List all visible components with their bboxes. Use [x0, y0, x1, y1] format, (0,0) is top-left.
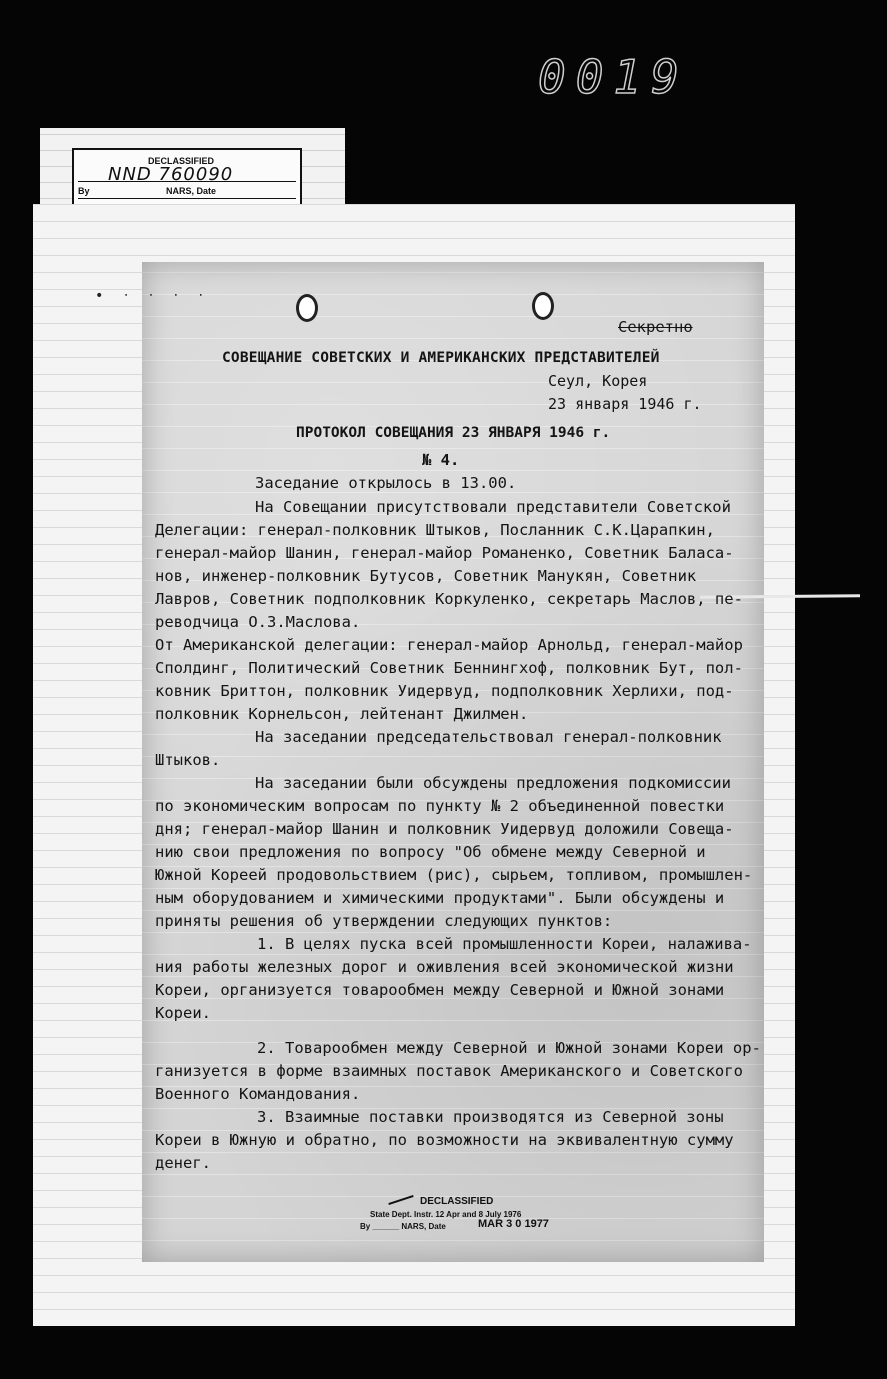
body-line: Сполдинг, Политический Советник Беннингхоф, полковник Бут, пол- — [155, 659, 743, 677]
document-heading: СОВЕЩАНИЕ СОВЕТСКИХ И АМЕРИКАНСКИХ ПРЕДСТАВИТЕЛЕЙ — [222, 350, 660, 366]
body-line: От Американской делегации: генерал-майор Арнольд, генерал-майор — [155, 636, 743, 654]
film-specks: • ‧ ‧ ‧ ‧ — [95, 288, 209, 304]
body-line: Кореи, организуется товарообмен между Северной и Южной зонами — [155, 981, 725, 999]
protocol-number: № 4. — [422, 451, 460, 469]
document-place: Сеул, Корея — [548, 372, 648, 390]
body-line: Лавров, Советник подполковник Коркуленко, секретарь Маслов, пе- — [155, 590, 743, 608]
numbered-point-3: 3. Взаимные поставки производятся из Северной зоны — [257, 1108, 724, 1126]
session-opened: Заседание открылось в 13.00. — [255, 474, 517, 492]
declassified-stamp-top — [72, 148, 302, 208]
numbered-point-1: 1. В целях пуска всей промышленности Кореи, налаживa- — [257, 935, 752, 953]
declassified-authority: State Dept. Instr. 12 Apr and 8 July 1976 — [370, 1210, 522, 1219]
nnd-authority: NND 760090 — [108, 164, 234, 185]
body-line: нов, инженер-полковник Бутусов, Советник Манукян, Советник — [155, 567, 697, 585]
numbered-point-2: 2. Товарообмен между Северной и Южной зонами Кореи ор- — [257, 1039, 761, 1057]
document-body — [155, 496, 765, 1175]
body-line: На заседании были обсуждены предложения подкомиссии — [255, 774, 731, 792]
body-line: На Совещании присутствовали представители Советской — [255, 498, 731, 516]
body-line: Кореи в Южную и обратно, по возможности на эквивалентную сумму — [155, 1131, 734, 1149]
declassified-label: DECLASSIFIED — [148, 156, 215, 166]
classification-marking: Секретно — [618, 318, 693, 336]
body-line: ния работы железных дорог и оживления всей экономической жизни — [155, 958, 734, 976]
body-line: Делегации: генерал-полковник Штыков, Посланник С.К.Царапкин, — [155, 521, 715, 539]
protocol-title: ПРОТОКОЛ СОВЕЩАНИЯ 23 ЯНВАРЯ 1946 г. — [296, 425, 611, 441]
body-line: полковник Корнельсон, лейтенант Джилмен. — [155, 705, 529, 723]
body-line: приняты решения об утверждении следующих пунктов: — [155, 912, 613, 930]
declassified-label: DECLASSIFIED — [420, 1196, 494, 1207]
body-line: ганизуется в форме взаимных поставок Американского и Советского — [155, 1062, 743, 1080]
body-line: На заседании председательствовал генерал-полковник — [255, 728, 722, 746]
document-date: 23 января 1946 г. — [548, 395, 702, 413]
body-line: Штыков. — [155, 751, 221, 769]
stamp-divider — [78, 181, 296, 182]
stamp-arrow-mark — [388, 1195, 413, 1205]
body-line: ковник Бриттон, полковник Уидервуд, подполковник Херлихи, под- — [155, 682, 734, 700]
body-line: денег. — [155, 1154, 211, 1172]
body-line: Военного Командования. — [155, 1085, 361, 1103]
stamp-by-label: By — [360, 1222, 371, 1231]
film-frame-number: 0019 — [538, 50, 689, 104]
stamp-divider — [78, 198, 296, 199]
stamp-nars-date-label: NARS, Date — [401, 1222, 446, 1231]
punch-hole-right — [532, 292, 554, 320]
punch-hole-left — [296, 294, 318, 322]
body-line: нию свои предложения по вопросу "Об обмене между Северной и — [155, 843, 706, 861]
body-line: генерал-майор Шанин, генерал-майор Романенко, Советник Баласа- — [155, 544, 734, 562]
body-line: Южной Кореей продовольствием (рис), сырьем, топливом, промышлен- — [155, 866, 753, 884]
declassified-date: MAR 3 0 1977 — [478, 1218, 549, 1230]
stamp-by-label: By — [78, 186, 90, 196]
body-line: Кореи. — [155, 1004, 211, 1022]
body-line: дня; генерал-майор Шанин и полковник Уидервуд доложили Совеща- — [155, 820, 734, 838]
body-line: реводчица О.З.Маслова. — [155, 613, 361, 631]
stamp-nars-date-label: NARS, Date — [166, 186, 217, 196]
declassified-by-nars: By ______ NARS, Date — [360, 1222, 446, 1231]
body-line: по экономическим вопросам по пункту № 2 объединенной повестки — [155, 797, 725, 815]
body-line: ным оборудованием и химическими продуктами". Были обсуждены и — [155, 889, 725, 907]
declassified-stamp-bottom — [360, 1196, 560, 1242]
